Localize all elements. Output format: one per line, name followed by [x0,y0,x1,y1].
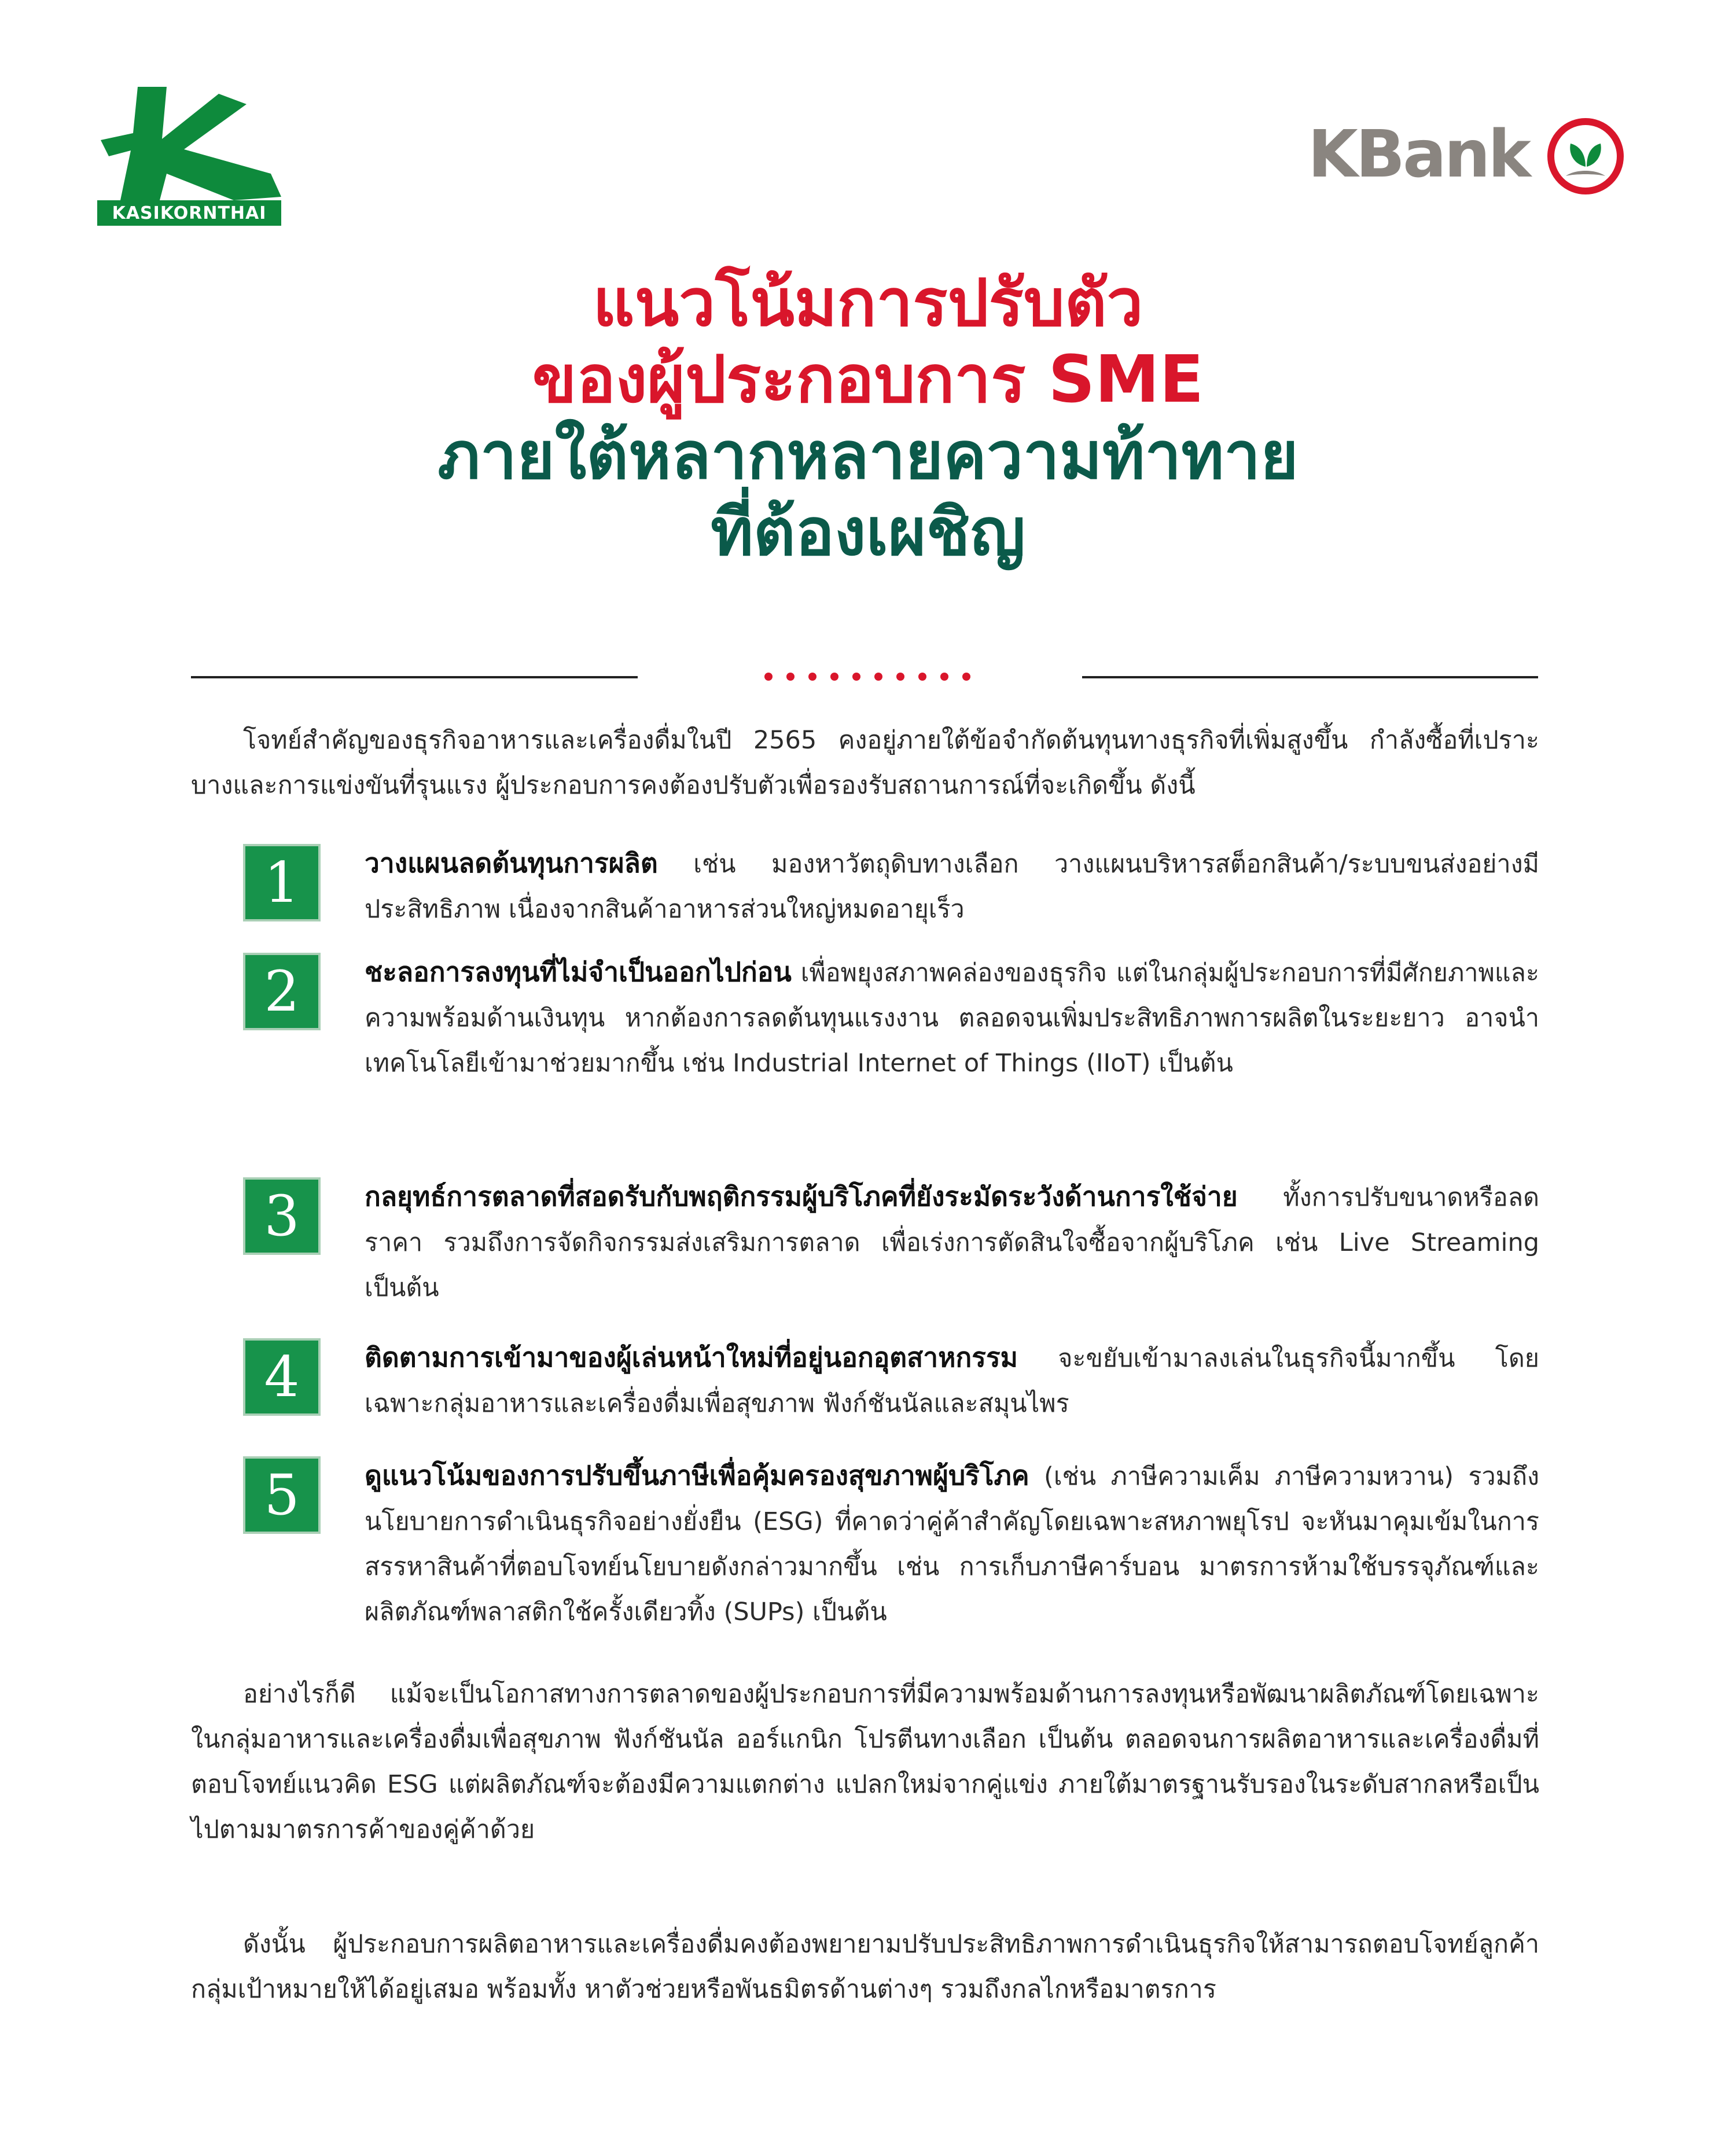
item-heading: กลยุทธ์การตลาดที่สอดรับกับพฤติกรรมผู้บริโภคที่ยังระมัดระวังด้านการใช้จ่าย [365,1181,1238,1212]
item-text [365,1174,1539,1310]
kasikornthai-k-icon [97,87,281,203]
item-text [365,949,1539,1086]
item-text [365,840,1539,932]
item-body: ทั้งการปรับขนาดหรือลดราคา รวมถึงการจัดกิจกรรมส่งเสริมการตลาด เพื่อเร่งการตัดสินใจซื้อจากผู้บริโภค เช่น Live Streaming เป็นต้น [365,1183,1539,1302]
item-body: เพื่อพยุงสภาพคล่องของธุรกิจ แต่ในกลุ่มผู้ประกอบการที่มีศักยภาพและความพร้อมด้านเงินทุน หากต้องการลดต้นทุนแรงงาน ตลอดจนเพิ่มประสิทธิภาพการผลิตในระยะยาว อาจนำเทคโนโลยีเข้ามาช่วยมากขึ้น เช่น Industrial Internet of Things (IIoT) เป็นต้น [365,959,1539,1078]
page-title [174,265,1562,571]
intro-text: โจทย์สำคัญของธุรกิจอาหารและเครื่องดื่มในปี 2565 คงอยู่ภายใต้ข้อจำกัดต้นทุนทางธุรกิจที่เพิ่มสูงขึ้น กำลังซื้อที่เปราะบางและการแข่งขันที่รุนแรง ผู้ประกอบการคงต้องปรับตัวเพื่อรองรับสถานการณ์ที่จะเกิดขึ้น ดังนี้ [191,726,1539,800]
title-line-1: แนวโน้มการปรับตัว [593,266,1143,341]
title-line-2: ของผู้ประกอบการ SME [532,342,1204,417]
kasikornthai-logo [97,87,281,226]
item-heading: ดูแนวโน้มของการปรับขึ้นภาษีเพื่อคุ้มครองสุขภาพผู้บริโภค [365,1460,1029,1491]
divider-dots [762,670,976,684]
closing-1-text: อย่างไรก็ดี แม้จะเป็นโอกาสทางการตลาดของผู้ประกอบการที่มีความพร้อมด้านการลงทุนหรือพัฒนาผลิตภัณฑ์โดยเฉพาะในกลุ่มอาหารและเครื่องดื่มเพื่อสุขภาพ ฟังก์ชันนัล ออร์แกนิก โปรตีนทางเลือก เป็นต้น ตลอดจนการผลิตอาหารและเครื่องดื่มที่ตอบโจทย์แนวคิด ESG แต่ผลิตภัณฑ์จะต้องมีความแตกต่าง แปลกใหม่จากคู่แข่ง ภายใต้มาตรฐานรับรองในระดับสากลหรือเป็นไปตามมาตรการค้าของคู่ค้าด้วย [191,1680,1539,1844]
intro-paragraph [191,718,1539,808]
item-text [365,1453,1539,1635]
closing-paragraph-1 [191,1672,1539,1852]
divider-left [191,676,638,678]
item-body: เช่น มองหาวัตถุดิบทางเลือก วางแผนบริหารสต็อกสินค้า/ระบบขนส่งอย่างมีประสิทธิภาพ เนื่องจากสินค้าอาหารส่วนใหญ่หมดอายุเร็ว [365,850,1539,924]
item-number-badge: 5 [243,1456,321,1534]
item-heading: ติดตามการเข้ามาของผู้เล่นหน้าใหม่ที่อยู่นอกอุตสาหกรรม [365,1342,1018,1373]
item-number-badge: 4 [243,1338,321,1416]
title-line-4: ที่ต้องเผชิญ [711,495,1025,570]
kbank-logo [1308,116,1643,197]
kbank-emblem-icon [1545,116,1626,197]
item-number-badge: 1 [243,844,321,921]
item-heading: วางแผนลดต้นทุนการผลิต [365,847,658,879]
divider-right [1082,676,1538,678]
kasikornthai-text: KASIKORNTHAI [97,200,281,226]
item-number-badge: 2 [243,953,321,1030]
title-line-3: ภายใต้หลากหลายความท้าทาย [437,418,1299,494]
closing-2-text: ดังนั้น ผู้ประกอบการผลิตอาหารและเครื่องดื่มคงต้องพยายามปรับประสิทธิภาพการดำเนินธุรกิจให้สามารถตอบโจทย์ลูกค้ากลุ่มเป้าหมายให้ได้อยู่เสมอ พร้อมทั้ง หาตัวช่วยหรือพันธมิตรด้านต่างๆ รวมถึงกลไกหรือมาตรการ [191,1930,1539,2004]
item-body: จะขยับเข้ามาลงเล่นในธุรกิจนี้มากขึ้น โดยเฉพาะกลุ่มอาหารและเครื่องดื่มเพื่อสุขภาพ ฟังก์ชันนัลและสมุนไพร [365,1344,1539,1418]
item-body: (เช่น ภาษีความเค็ม ภาษีความหวาน) รวมถึงนโยบายการดำเนินธุรกิจอย่างยั่งยืน (ESG) ที่คาดว่าคู่ค้าสำคัญโดยเฉพาะสหภาพยุโรป จะหันมาคุมเข้มในการสรรหาสินค้าที่ตอบโจทย์นโยบายดังกล่าวมากขึ้น เช่น การเก็บภาษีคาร์บอน มาตรการห้ามใช้บรรจุภัณฑ์และผลิตภัณฑ์พลาสติกใช้ครั้งเดียวทิ้ง (SUPs) เป็นต้น [365,1462,1539,1626]
kbank-text: KBank [1308,117,1529,192]
item-text [365,1335,1539,1426]
closing-paragraph-2 [191,1922,1539,2012]
item-number-badge: 3 [243,1177,321,1255]
item-heading: ชะลอการลงทุนที่ไม่จำเป็นออกไปก่อน [365,956,792,987]
